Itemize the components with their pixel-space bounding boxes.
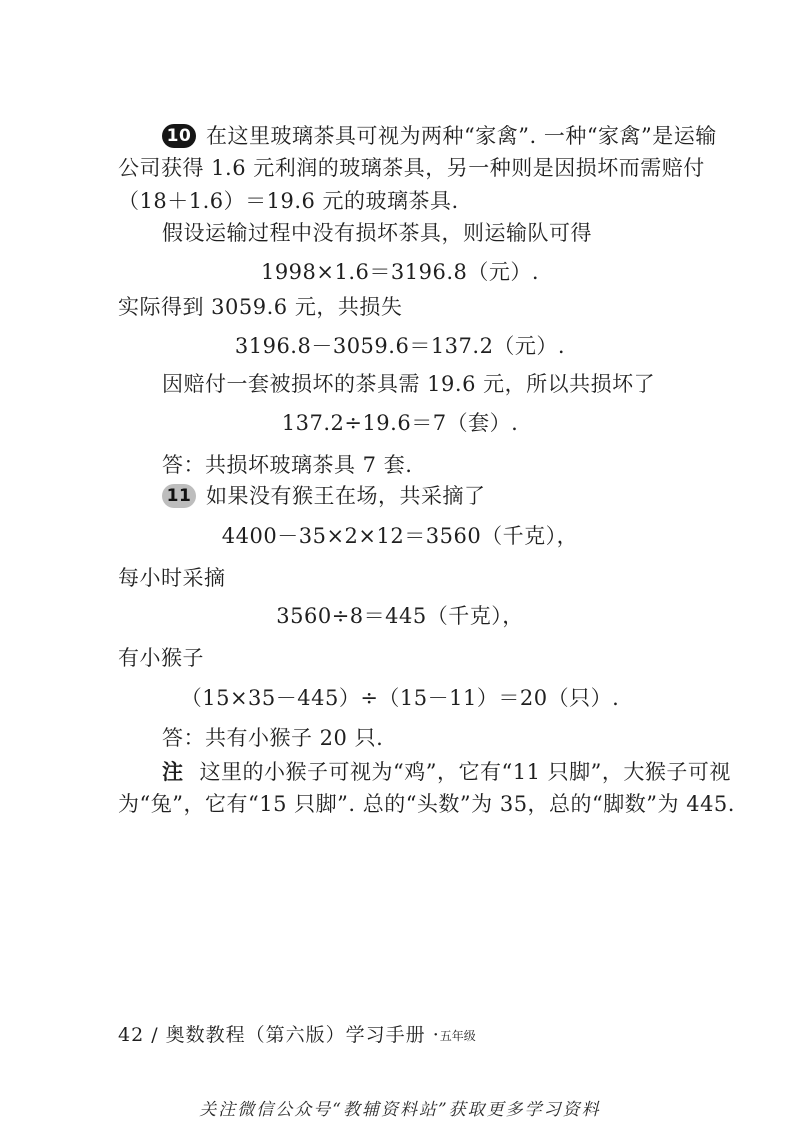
problem-number-badge: 11: [162, 484, 196, 508]
equation-1: 1998×1.6＝3196.8（元）.: [260, 260, 540, 284]
note-line-1: [162, 757, 731, 787]
problem-number-badge: 10: [162, 124, 196, 148]
problem-10-line-1: [162, 121, 717, 151]
book-title: 奥数教程（第六版）学习手册 ·: [165, 1024, 440, 1046]
equation-4: 4400－35×2×12＝3560（千克），: [221, 524, 579, 548]
problem-11-line-2: 每小时采摘: [118, 566, 226, 590]
page-number: 42 /: [118, 1024, 159, 1046]
page-footer: [118, 1022, 476, 1049]
problem-10-line-2: 公司获得 1.6 元利润的玻璃茶具，另一种则是因损坏而需赔付: [118, 156, 705, 180]
problem-10-line-6: 因赔付一套被损坏的茶具需 19.6 元，所以共损坏了: [162, 372, 656, 396]
problem-text: 在这里玻璃茶具可视为两种“家禽”. 一种“家禽”是运输: [206, 124, 717, 148]
note-line-2: 为“兔”，它有“15 只脚”. 总的“头数”为 35，总的“脚数”为 445.: [118, 792, 735, 816]
equation-3: 137.2÷19.6＝7（套）.: [281, 411, 519, 435]
problem-11-answer: 答：共有小猴子 20 只.: [162, 726, 384, 750]
problem-10-line-4: 假设运输过程中没有损坏茶具，则运输队可得: [162, 221, 592, 245]
problem-10-line-3: （18＋1.6）＝19.6 元的玻璃茶具.: [118, 189, 459, 213]
problem-11-line-1: [162, 481, 486, 511]
equation-2: 3196.8－3059.6＝137.2（元）.: [234, 334, 566, 358]
problem-10-line-5: 实际得到 3059.6 元，共损失: [118, 295, 403, 319]
note-label: 注: [162, 759, 184, 784]
equation-5: 3560÷8＝445（千克），: [276, 604, 524, 628]
problem-10-answer: 答：共损坏玻璃茶具 7 套.: [162, 453, 413, 477]
problem-text: 如果没有猴王在场，共采摘了: [206, 484, 486, 508]
problem-11-line-3: 有小猴子: [118, 646, 204, 670]
watermark-text: 关注微信公众号“教辅资料站”获取更多学习资料: [199, 1100, 601, 1120]
equation-6: （15×35－445）÷（15－11）＝20（只）.: [180, 686, 620, 710]
grade-label: 五年级: [439, 1029, 476, 1043]
note-text: 这里的小猴子可视为“鸡”，它有“11 只脚”，大猴子可视: [199, 760, 731, 784]
